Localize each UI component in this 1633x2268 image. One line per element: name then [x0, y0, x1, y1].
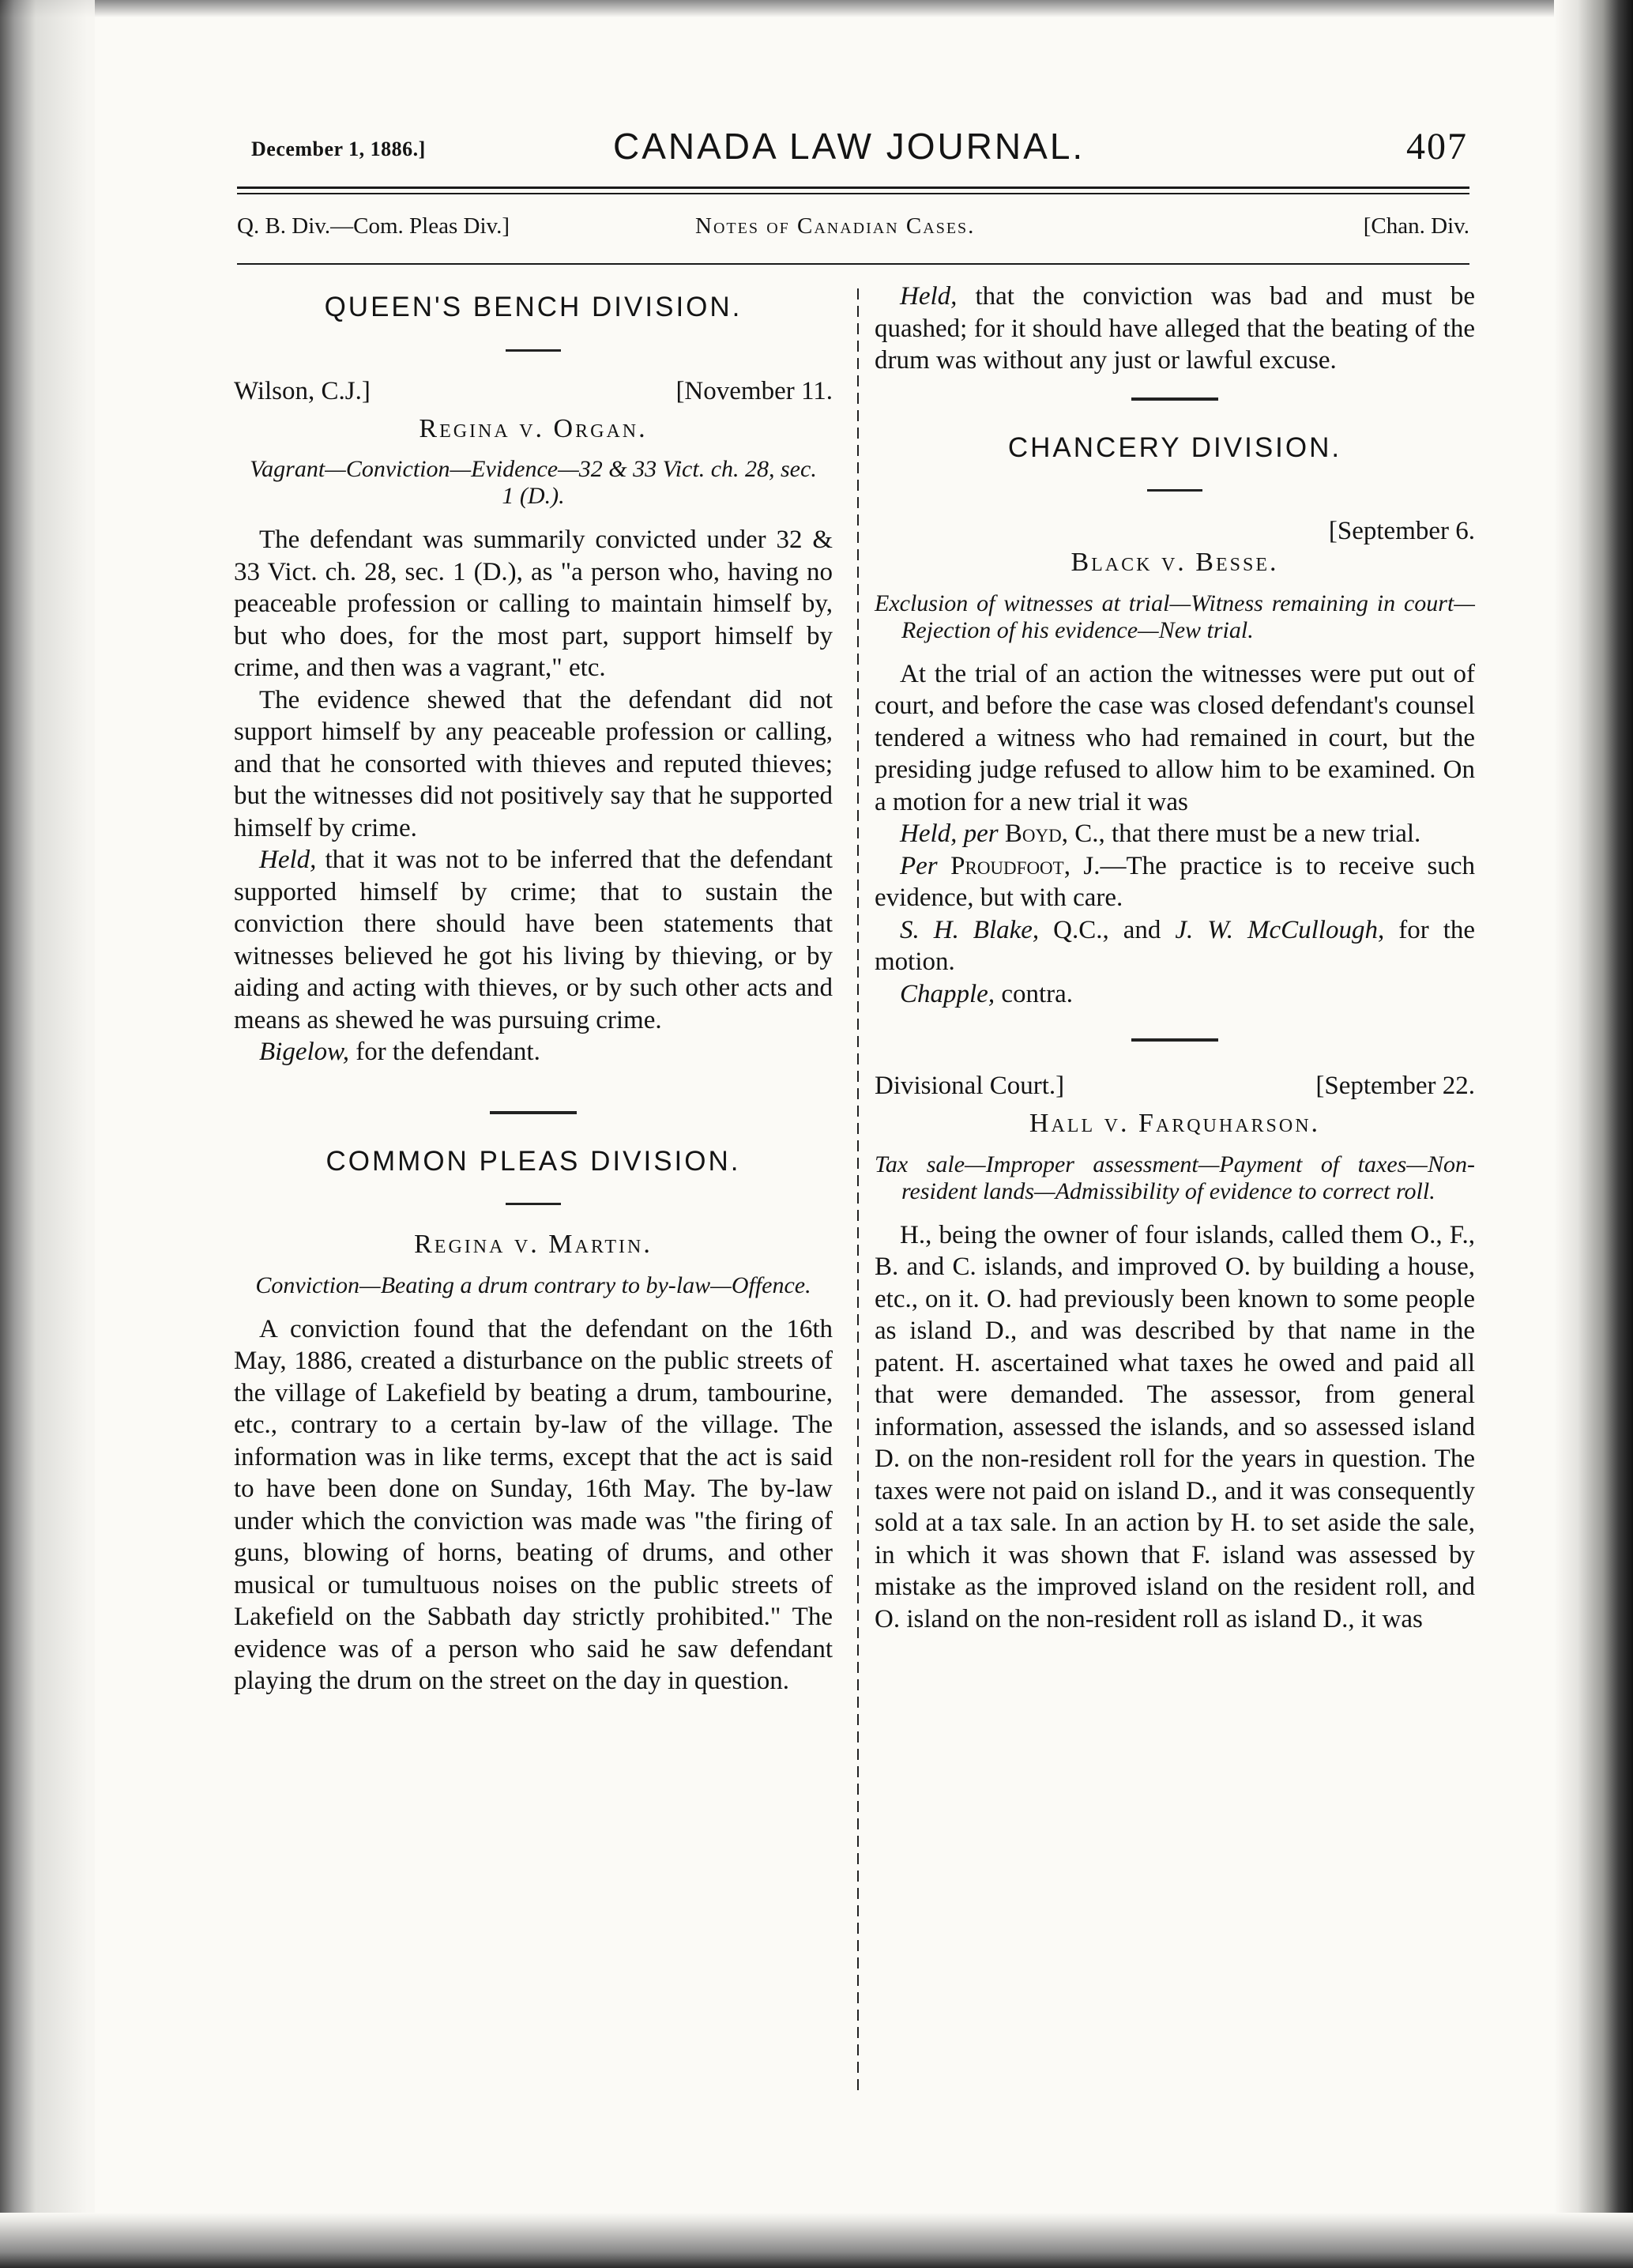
counsel-text: for the defendant. — [348, 1038, 540, 1066]
proudfoot-text: J.—The practice is to receive such evidence, but with care. — [875, 851, 1475, 912]
besse-paragraph-1: At the trial of an action the witnesses were put out of court, and before the case was closed defendant's counsel tendered a witness who had remained in court, but the presiding judge refused to allow him to be examined. On a motion for a new trial it was — [875, 659, 1475, 816]
counsel-blake: S. H. Blake, — [900, 915, 1040, 944]
contra-text: contra. — [995, 979, 1074, 1008]
court-line — [875, 1070, 1475, 1103]
left-column — [234, 281, 833, 1697]
headnote-organ: Vagrant—Conviction—Evidence—32 & 33 Vict. ch. 28, sec. 1 (D.). — [250, 456, 817, 509]
held-label: Held, — [259, 846, 317, 874]
running-header — [251, 119, 1468, 182]
headnote-martin: Conviction—Beating a drum contrary to by-law—Offence. — [255, 1272, 811, 1298]
section-rule — [506, 349, 561, 352]
subheader-left: Q. B. Div.—Com. Pleas Div.] — [237, 213, 510, 239]
held-text: that the conviction was bad and must be quashed; for it should have alleged that the beating of the drum was without any just or lawful excuse. — [875, 282, 1475, 375]
header-date: December 1, 1886.] — [251, 138, 426, 160]
court-name: Divisional Court.] — [875, 1072, 1065, 1100]
header-rule-bottom — [237, 193, 1469, 194]
section-subheader — [237, 207, 1469, 243]
common-pleas-heading: COMMON PLEAS DIVISION. — [325, 1145, 741, 1177]
case-title-black-besse: Black v. Besse. — [1070, 548, 1279, 577]
decision-date: [November 11. — [675, 376, 833, 405]
scan-edge-right — [1554, 0, 1633, 2268]
page-number: 407 — [1406, 126, 1468, 168]
counsel-text: for the motion. — [875, 915, 1476, 976]
judge-line — [875, 515, 1475, 547]
scan-edge-top — [0, 0, 1633, 17]
held-label: Held, — [900, 282, 958, 311]
chancery-heading: CHANCERY DIVISION. — [1007, 431, 1342, 463]
case-separator-rule — [490, 1111, 577, 1114]
scan-edge-bottom — [0, 2213, 1633, 2268]
headnote-hall: Tax sale—Improper assessment—Payment of taxes—Non-resident lands—Admissibility of evidence to correct roll. — [875, 1151, 1475, 1204]
case-title-regina-martin: Regina v. Martin. — [414, 1230, 653, 1259]
judge-boyd: Boyd, — [1004, 819, 1068, 848]
martin-held — [875, 281, 1475, 377]
right-column — [875, 281, 1475, 1635]
scan-edge-left — [0, 0, 95, 2268]
hall-paragraph-1: H., being the owner of four islands, called them O., F., B. and C. islands, and improved O. by building a house, etc., on it. O. had previously been known to some people as island D., and was described by that name in the patent. H. ascertained what taxes he owed and paid all that were demanded. The assessor, from general information, assessed the islands, and so assessed island D. on the non-resident roll for the years in question. The taxes were not paid on island D., and it was consequently sold at a tax sale. In an action by H. to set aside the sale, in which it was shown that F. island was assessed by mistake as the improved island on the resident roll, and O. island on the non-resident roll as island D., it was — [875, 1220, 1475, 1633]
organ-paragraph-2: The evidence shewed that the defendant did not support himself by any peaceable profession or calling, and that he consorted with thieves and reputed thieves; but the witnesses did not positively say that he supported himself by crime. — [234, 685, 833, 842]
held-text: that it was not to be inferred that the defendant supported himself by crime; that to sustain the conviction there should have been statements that witnesses believed he got his living by thieving, or by aiding and acting with thieves, or by such other acts and means as shewed he was pursuing crime. — [234, 846, 833, 1034]
besse-contra — [875, 978, 1475, 1011]
headnote-black-besse: Exclusion of witnesses at trial—Witness remaining in court—Rejection of his evidence—New trial. — [875, 590, 1475, 643]
judge-proudfoot: Proudfoot, — [950, 851, 1070, 880]
besse-proudfoot — [875, 850, 1475, 914]
subheader-right: [Chan. Div. — [1363, 213, 1469, 239]
decision-date: [September 6. — [1328, 517, 1475, 545]
held-text: C., that there must be a new trial. — [1067, 819, 1421, 848]
counsel-mccullough: J. W. McCullough, — [1175, 915, 1385, 944]
case-title-regina-organ: Regina v. Organ. — [419, 413, 648, 443]
journal-title: CANADA LAW JOURNAL. — [613, 126, 1086, 167]
per-label: Per — [900, 851, 938, 880]
organ-paragraph-1: The defendant was summarily convicted under 32 & 33 Vict. ch. 28, sec. 1 (D.), as "a person who, having no peaceable profession or calling to maintain himself by, but who does, for the most part, support himself by crime, and then was a vagrant," etc. — [234, 526, 833, 682]
judge-name: Wilson, C.J.] — [234, 376, 371, 405]
counsel-chapple: Chapple, — [900, 979, 995, 1008]
subheader-center: Notes of Canadian Cases. — [695, 213, 976, 239]
case-separator-rule — [1131, 397, 1218, 401]
judge-line — [234, 375, 833, 409]
organ-counsel — [234, 1036, 833, 1068]
besse-counsel — [875, 914, 1475, 978]
besse-held — [875, 818, 1475, 850]
section-rule — [506, 1203, 561, 1205]
header-rule-top — [237, 186, 1469, 189]
section-rule — [1147, 489, 1202, 492]
subheader-rule — [237, 263, 1469, 265]
counsel-mid: Q.C., and — [1039, 915, 1176, 944]
martin-paragraph-1: A conviction found that the defendant on the 16th May, 1886, created a disturbance on the public streets of the village of Lakefield by beating a drum, tambourine, etc., contrary to a certain by-law of the village. The information was in like terms, except that the act is said to have been done on Sunday, 16th May. The by-law under which the conviction was made was "the firing of guns, blowing of horns, beating of drums, and other musical or tumultuous noises on the public streets of Lakefield on the Sabbath day strictly prohibited." The evidence was of a person who said he saw defendant playing the drum on the street on the day in question. — [234, 1314, 833, 1695]
decision-date: [September 22. — [1315, 1072, 1475, 1100]
queens-bench-heading: QUEEN'S BENCH DIVISION. — [324, 292, 743, 322]
counsel-name: Bigelow, — [259, 1038, 349, 1066]
case-title-hall-farquharson: Hall v. Farquharson. — [1029, 1109, 1321, 1138]
column-divider — [857, 288, 859, 2090]
held-label: Held, per — [900, 819, 999, 848]
case-separator-rule — [1131, 1038, 1218, 1042]
organ-paragraph-3 — [234, 844, 833, 1036]
